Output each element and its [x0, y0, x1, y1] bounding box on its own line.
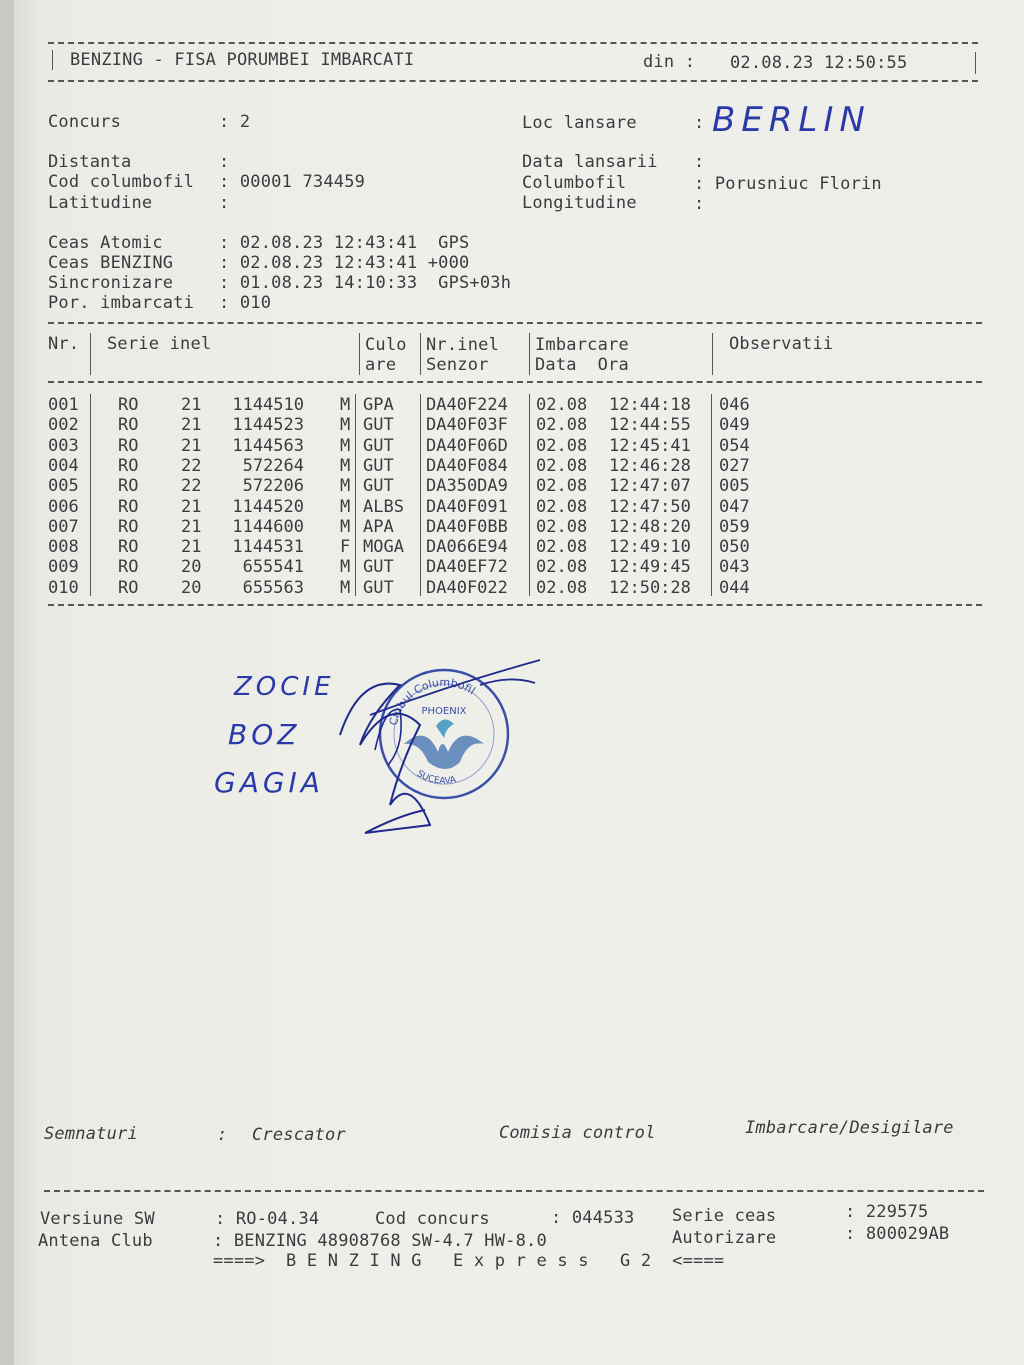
cell-tara: RO: [118, 516, 139, 537]
cell-data: 02.08: [536, 496, 588, 517]
cell-obs: 054: [719, 435, 750, 456]
cell-an: 21: [181, 395, 202, 415]
cell-nr: 007: [48, 516, 79, 537]
columbofil-value: : Porusniuc Florin: [694, 174, 882, 194]
cell-nr: 005: [48, 476, 79, 497]
th-observatii: Observatii: [729, 334, 834, 354]
cell-tara: RO: [118, 415, 139, 436]
cell-tara: RO: [118, 395, 139, 415]
divider-footer: [44, 1190, 984, 1192]
cell-senzor: DA40F091: [426, 496, 508, 517]
distanta-sep: :: [219, 152, 230, 172]
cell-senzor: DA40F084: [426, 455, 508, 476]
cell-inel: 655563: [242, 577, 304, 598]
handwritten-name-3: GAGIA: [214, 766, 324, 799]
col-sep-1: [90, 394, 91, 596]
header-left-bar: [52, 50, 53, 70]
th-imbarcare: Imbarcare: [535, 335, 629, 355]
por-imbarcati-value: : 010: [219, 293, 272, 313]
cell-ora: 12:44:18: [609, 395, 691, 415]
cell-obs: 044: [719, 577, 750, 598]
date-label: din :: [643, 52, 696, 72]
cell-obs: 043: [719, 557, 750, 578]
cell-tara: RO: [118, 557, 139, 578]
th-sep-4: [529, 333, 530, 375]
concurs-value: : 2: [219, 112, 251, 132]
cell-data: 02.08: [536, 415, 588, 436]
th-nr-inel: Nr.inel: [426, 335, 500, 355]
cell-sex: M: [340, 415, 351, 436]
th-nr: Nr.: [48, 334, 80, 354]
comisia-control-label: Comisia control: [499, 1123, 656, 1143]
stamp-center-text: PHOENIX: [421, 706, 467, 717]
th-sep-3: [420, 333, 421, 375]
th-sep-2: [359, 333, 360, 375]
cell-sex: M: [340, 577, 351, 598]
semnaturi-sep: :: [217, 1125, 228, 1145]
cell-sex: M: [340, 455, 351, 476]
loc-lansare-sep: :: [694, 113, 705, 133]
cell-senzor: DA350DA9: [426, 476, 508, 497]
cell-sex: F: [340, 537, 351, 558]
cell-ora: 12:47:50: [609, 496, 691, 517]
cod-concurs-label: Cod concurs: [375, 1209, 490, 1229]
col-sep-5: [711, 394, 712, 596]
cell-culoare: GPA: [363, 395, 394, 415]
columbofil-label: Columbofil: [522, 173, 627, 193]
data-lansarii-label: Data lansarii: [522, 152, 658, 172]
cell-senzor: DA40F224: [426, 395, 508, 415]
cell-inel: 572206: [242, 476, 304, 497]
cell-nr: 004: [48, 455, 79, 476]
cell-senzor: DA40F03F: [426, 415, 508, 436]
autorizare-label: Autorizare: [672, 1228, 777, 1248]
cell-nr: 009: [48, 557, 79, 578]
data-lansarii-sep: :: [694, 152, 705, 172]
semnaturi-label: Semnaturi: [44, 1124, 138, 1144]
cell-data: 02.08: [536, 557, 588, 578]
cell-senzor: DA066E94: [426, 537, 508, 558]
divider-table-bottom: [48, 604, 982, 606]
handwritten-name-2: BOZ: [228, 718, 301, 751]
cell-an: 22: [181, 476, 202, 497]
cell-inel: 1144531: [232, 537, 304, 558]
cell-obs: 005: [719, 476, 750, 497]
longitudine-sep: :: [694, 194, 705, 214]
cell-culoare: MOGA: [363, 537, 404, 558]
header-right-bar: [975, 52, 976, 74]
cell-sex: M: [340, 435, 351, 456]
concurs-label: Concurs: [48, 112, 122, 132]
cell-sex: M: [340, 557, 351, 578]
cell-tara: RO: [118, 455, 139, 476]
cell-inel: 1144600: [232, 516, 304, 537]
cod-concurs-value: : 044533: [551, 1208, 635, 1228]
cell-senzor: DA40EF72: [426, 557, 508, 578]
cell-tara: RO: [118, 537, 139, 558]
antena-club-label: Antena Club: [38, 1231, 153, 1251]
cell-culoare: GUT: [363, 455, 394, 476]
th-culoare-1: Culo: [365, 335, 407, 355]
crescator-label: Crescator: [252, 1125, 346, 1145]
divider-table-top: [48, 322, 982, 324]
cell-culoare: APA: [363, 516, 394, 537]
print-datetime: 02.08.23 12:50:55: [730, 53, 908, 73]
th-sep-5: [712, 333, 713, 375]
cell-ora: 12:50:28: [609, 577, 691, 598]
cell-obs: 027: [719, 455, 750, 476]
autorizare-value: : 800029AB: [845, 1224, 950, 1244]
ceas-benzing-value: : 02.08.23 12:43:41 +000: [219, 253, 470, 273]
cell-obs: 050: [719, 537, 750, 558]
handwritten-name-1: ZOCIE: [234, 672, 335, 702]
loc-lansare-label: Loc lansare: [522, 113, 637, 133]
distanta-label: Distanta: [48, 152, 132, 172]
serie-ceas-value: : 229575: [845, 1202, 929, 1222]
cell-tara: RO: [118, 435, 139, 456]
imbarcare-desigilare-label: Imbarcare/Desigilare: [745, 1118, 954, 1138]
cell-tara: RO: [118, 577, 139, 598]
cell-inel: 572264: [242, 455, 304, 476]
cell-ora: 12:46:28: [609, 455, 691, 476]
cell-obs: 049: [719, 415, 750, 436]
cell-sex: M: [340, 395, 351, 415]
cod-columbofil-label: Cod columbofil: [48, 172, 195, 192]
antena-club-value: : BENZING 48908768 SW-4.7 HW-8.0: [213, 1231, 547, 1251]
cell-ora: 12:49:10: [609, 537, 691, 558]
cell-ora: 12:48:20: [609, 516, 691, 537]
cell-obs: 046: [719, 395, 750, 415]
cell-senzor: DA40F0BB: [426, 516, 508, 537]
cell-culoare: GUT: [363, 577, 394, 598]
loc-lansare-handwritten: BERLIN: [712, 100, 871, 140]
stamp-top-text: Clubul Columbofil: [386, 675, 478, 727]
cell-culoare: GUT: [363, 435, 394, 456]
th-sep-1: [90, 333, 91, 375]
cell-culoare: ALBS: [363, 496, 404, 517]
cell-data: 02.08: [536, 395, 588, 415]
versiune-sw-value: : RO-04.34: [215, 1209, 320, 1229]
cell-an: 20: [181, 577, 202, 598]
serie-ceas-label: Serie ceas: [672, 1206, 777, 1226]
cell-ora: 12:47:07: [609, 476, 691, 497]
cell-inel: 1144563: [232, 435, 304, 456]
cell-nr: 002: [48, 415, 79, 436]
cell-obs: 059: [719, 516, 750, 537]
ceas-atomic-label: Ceas Atomic: [48, 233, 163, 253]
latitudine-sep: :: [219, 193, 230, 213]
cell-data: 02.08: [536, 435, 588, 456]
cell-an: 21: [181, 537, 202, 558]
th-senzor: Senzor: [426, 355, 489, 375]
cell-ora: 12:45:41: [609, 435, 691, 456]
col-sep-3: [420, 394, 421, 596]
cell-data: 02.08: [536, 516, 588, 537]
th-data-ora: Data Ora: [535, 355, 629, 375]
cell-inel: 1144523: [232, 415, 304, 436]
signature-scribble: [330, 655, 550, 845]
divider-table-header: [48, 381, 982, 383]
cell-inel: 1144520: [232, 496, 304, 517]
cell-obs: 047: [719, 496, 750, 517]
document-title: BENZING - FISA PORUMBEI IMBARCATI: [70, 50, 415, 70]
cell-nr: 001: [48, 395, 79, 415]
cell-tara: RO: [118, 476, 139, 497]
benzing-express-banner: ====> B E N Z I N G E x p r e s s G 2 <====: [213, 1251, 725, 1271]
por-imbarcati-label: Por. imbarcati: [48, 293, 195, 313]
divider-top: [48, 42, 978, 44]
ceas-atomic-value: : 02.08.23 12:43:41 GPS: [219, 233, 470, 253]
cell-nr: 010: [48, 577, 79, 598]
cell-sex: M: [340, 516, 351, 537]
th-culoare-2: are: [365, 355, 397, 375]
cell-data: 02.08: [536, 577, 588, 598]
cell-ora: 12:49:45: [609, 557, 691, 578]
latitudine-label: Latitudine: [48, 193, 153, 213]
cell-data: 02.08: [536, 455, 588, 476]
cell-an: 20: [181, 557, 202, 578]
cell-nr: 003: [48, 435, 79, 456]
cell-an: 21: [181, 415, 202, 436]
cell-culoare: GUT: [363, 557, 394, 578]
cell-sex: M: [340, 496, 351, 517]
cell-culoare: GUT: [363, 476, 394, 497]
versiune-sw-label: Versiune SW: [40, 1209, 155, 1229]
cell-senzor: DA40F022: [426, 577, 508, 598]
cell-nr: 008: [48, 537, 79, 558]
cell-tara: RO: [118, 496, 139, 517]
cell-senzor: DA40F06D: [426, 435, 508, 456]
cell-sex: M: [340, 476, 351, 497]
cell-nr: 006: [48, 496, 79, 517]
col-sep-2: [355, 394, 356, 596]
cell-an: 21: [181, 516, 202, 537]
longitudine-label: Longitudine: [522, 193, 637, 213]
th-serie-inel: Serie inel: [107, 334, 212, 354]
sincronizare-label: Sincronizare: [48, 273, 174, 293]
cell-ora: 12:44:55: [609, 415, 691, 436]
cod-columbofil-value: : 00001 734459: [219, 172, 366, 192]
cell-inel: 1144510: [232, 395, 304, 415]
cell-culoare: GUT: [363, 415, 394, 436]
cell-an: 21: [181, 496, 202, 517]
cell-inel: 655541: [242, 557, 304, 578]
col-sep-4: [529, 394, 530, 596]
sincronizare-value: : 01.08.23 14:10:33 GPS+03h: [219, 273, 512, 293]
cell-an: 22: [181, 455, 202, 476]
cell-an: 21: [181, 435, 202, 456]
cell-data: 02.08: [536, 537, 588, 558]
ceas-benzing-label: Ceas BENZING: [48, 253, 174, 273]
cell-data: 02.08: [536, 476, 588, 497]
stamp-bottom-text: SUCEAVA: [414, 768, 458, 787]
divider-header: [48, 80, 978, 82]
